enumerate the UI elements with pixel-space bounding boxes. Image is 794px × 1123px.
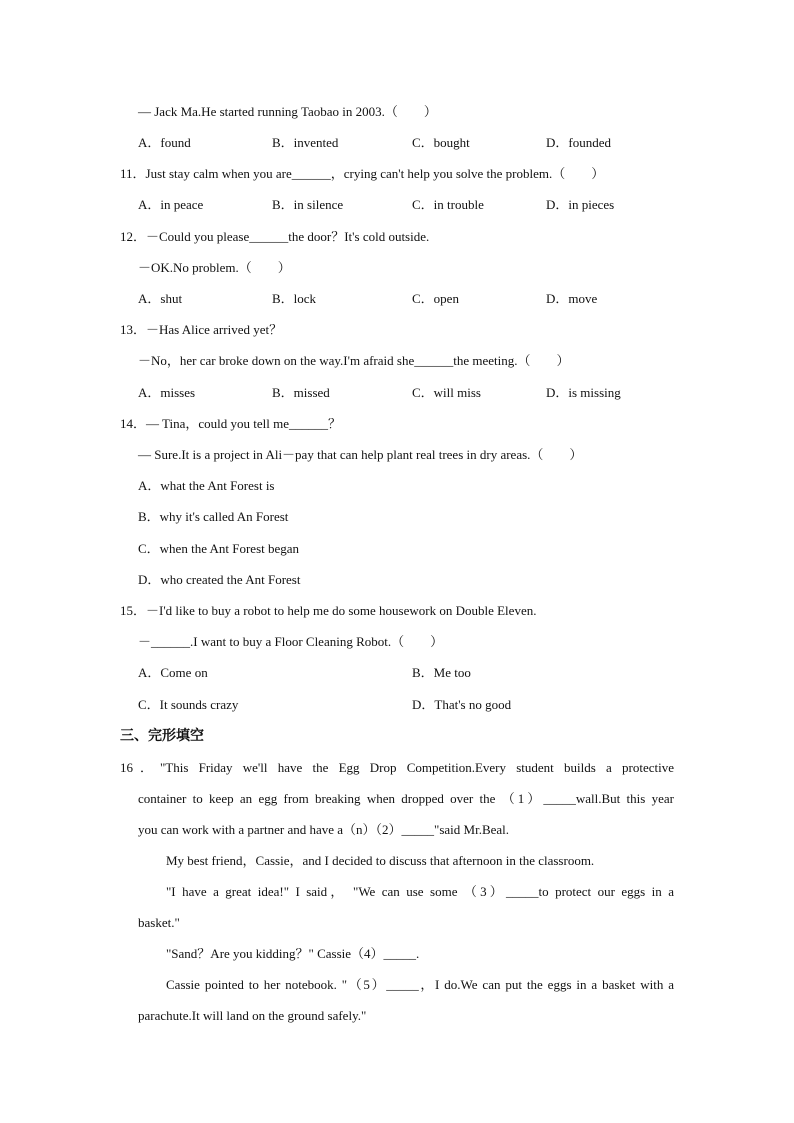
q14-option-d[interactable]: D．who created the Ant Forest xyxy=(138,572,301,587)
q15-reply: －______.I want to buy a Floor Cleaning Robot.（ ） xyxy=(138,634,444,649)
q12-option-a[interactable]: A．shut xyxy=(138,291,183,306)
q10-option-b[interactable]: B．invented xyxy=(272,135,339,150)
q16-line-3: you can work with a partner and have a（n）（2）_____"said Mr.Beal. xyxy=(138,822,510,837)
q12-reply: －OK.No problem.（ ） xyxy=(138,260,291,275)
q13-option-c[interactable]: C．will miss xyxy=(412,385,481,400)
q14-option-b[interactable]: B．why it's called An Forest xyxy=(138,509,289,524)
q10-option-a[interactable]: A．found xyxy=(138,135,191,150)
q11-option-c[interactable]: C．in trouble xyxy=(412,197,484,212)
q16-line-5: "I have a great idea!" I said， "We can use some （3）_____to protect our eggs in a xyxy=(166,884,674,899)
q12-option-b[interactable]: B．lock xyxy=(272,291,317,306)
q12-option-d[interactable]: D．move xyxy=(546,291,598,306)
q10-option-c[interactable]: C．bought xyxy=(412,135,470,150)
q11-option-d[interactable]: D．in pieces xyxy=(546,197,615,212)
q11-option-b[interactable]: B．in silence xyxy=(272,197,344,212)
q15-stem: 15．－I'd like to buy a robot to help me do some housework on Double Eleven. xyxy=(120,603,537,618)
q10-answer-line: — Jack Ma.He started running Taobao in 2003.（ ） xyxy=(138,104,437,119)
q15-option-a[interactable]: A．Come on xyxy=(138,665,208,680)
q14-reply: — Sure.It is a project in Ali－pay that can help plant real trees in dry areas.（ ） xyxy=(138,447,583,462)
q16-line-9: parachute.It will land on the ground safely." xyxy=(138,1008,367,1023)
q11-option-a[interactable]: A．in peace xyxy=(138,197,204,212)
q16-line-4: My best friend，Cassie，and I decided to discuss that afternoon in the classroom. xyxy=(166,853,595,868)
q13-stem: 13．－Has Alice arrived yet？ xyxy=(120,322,283,337)
q13-option-d[interactable]: D．is missing xyxy=(546,385,621,400)
q13-option-a[interactable]: A．misses xyxy=(138,385,196,400)
q14-option-a[interactable]: A．what the Ant Forest is xyxy=(138,478,275,493)
q13-option-b[interactable]: B．missed xyxy=(272,385,330,400)
q10-option-d[interactable]: D．founded xyxy=(546,135,611,150)
q16-line-2: container to keep an egg from breaking when dropped over the （1）_____wall.But this year xyxy=(138,791,674,806)
q16-line-6: basket." xyxy=(138,915,180,930)
q16-line-8: Cassie pointed to her notebook. "（5）_____，I do.We can put the eggs in a basket with a xyxy=(166,977,674,992)
q14-stem: 14．— Tina，could you tell me______？ xyxy=(120,416,342,431)
q15-option-c[interactable]: C．It sounds crazy xyxy=(138,697,239,712)
q14-option-c[interactable]: C．when the Ant Forest began xyxy=(138,541,300,556)
q12-option-c[interactable]: C．open xyxy=(412,291,459,306)
q12-stem: 12．－Could you please______the door？It's cold outside. xyxy=(120,229,430,244)
q15-option-b[interactable]: B．Me too xyxy=(412,665,471,680)
q11-stem: 11．Just stay calm when you are______，crying can't help you solve the problem.（ ） xyxy=(120,166,605,181)
q16-line-1: 16．"This Friday we'll have the Egg Drop Competition.Every student builds a protective xyxy=(120,760,674,775)
section-heading-cloze: 三、完形填空 xyxy=(120,728,204,744)
q13-reply: －No，her car broke down on the way.I'm afraid she______the meeting.（ ） xyxy=(138,353,570,368)
q16-line-7: "Sand？Are you kidding？" Cassie（4）_____. xyxy=(166,946,420,961)
q15-option-d[interactable]: D．That's no good xyxy=(412,697,512,712)
